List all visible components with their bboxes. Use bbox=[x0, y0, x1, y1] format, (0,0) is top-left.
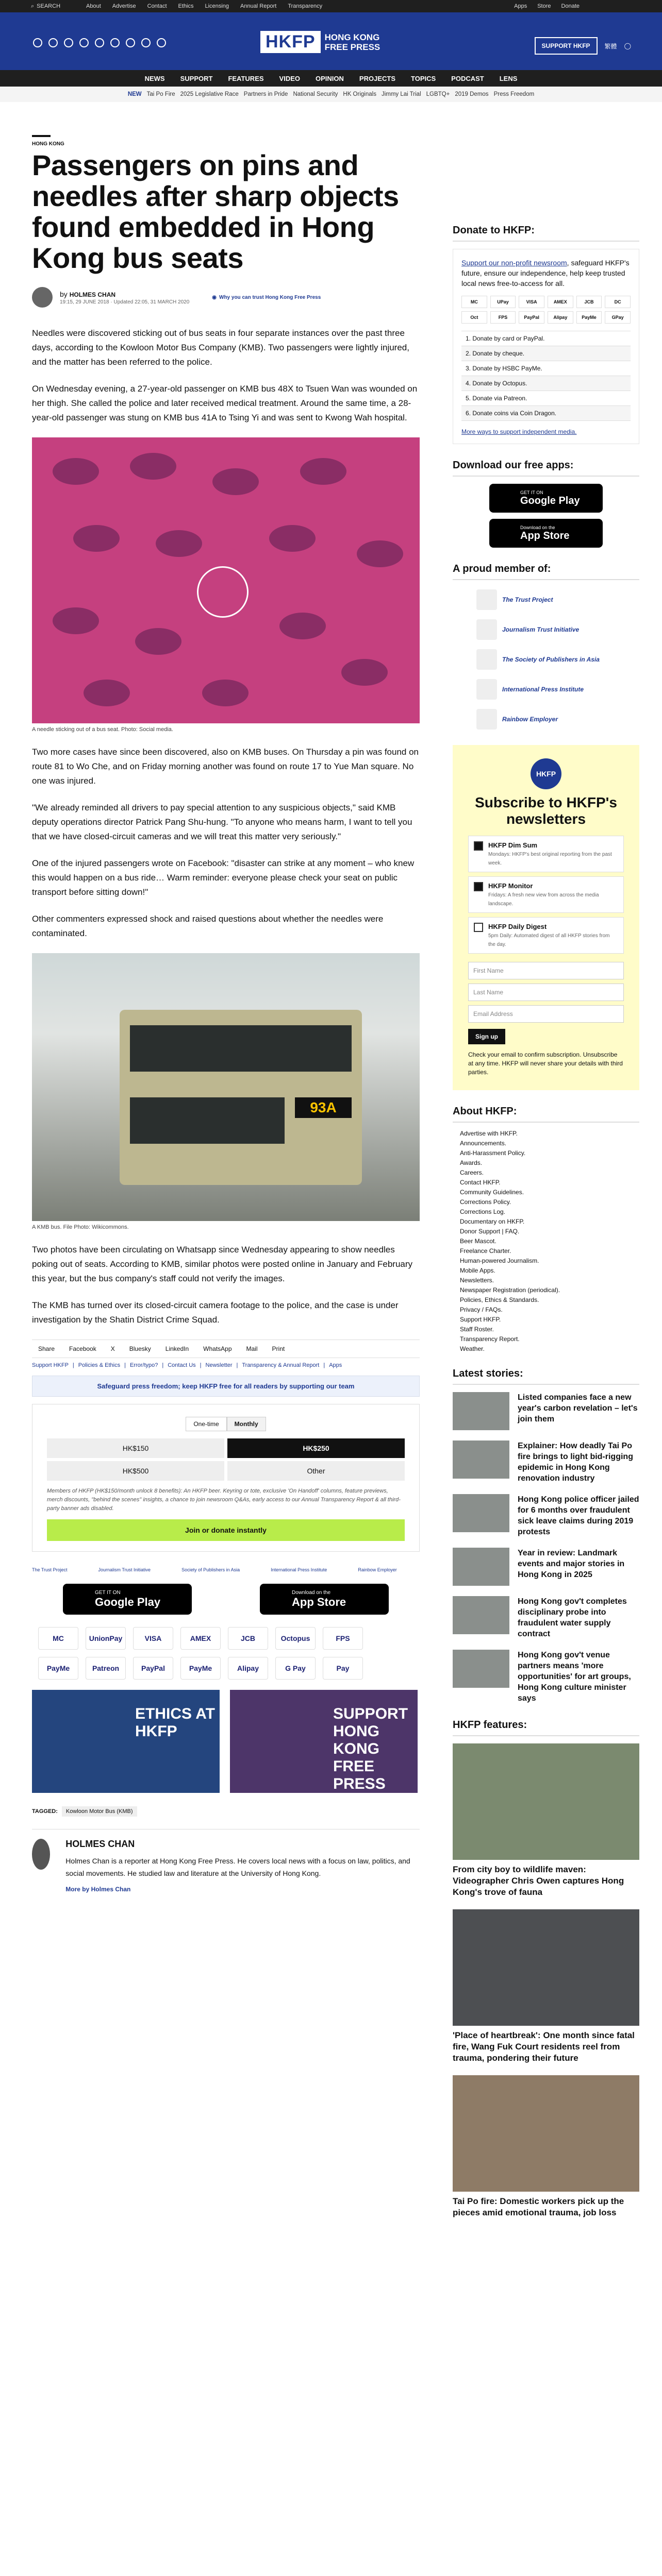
share-facebook[interactable]: Facebook bbox=[69, 1345, 96, 1352]
alipay-icon[interactable]: Alipay bbox=[228, 1657, 268, 1680]
member-item[interactable]: Rainbow Employer bbox=[476, 709, 639, 730]
about-link[interactable]: Beer Mascot. bbox=[460, 1238, 496, 1245]
about-link[interactable]: Corrections Policy. bbox=[460, 1198, 511, 1206]
gpay-icon[interactable]: G Pay bbox=[275, 1657, 316, 1680]
bus-lower-windows bbox=[130, 1097, 285, 1144]
donate-option[interactable]: 2. Donate by cheque. bbox=[461, 346, 631, 361]
newsletter-logo: HKFP bbox=[531, 758, 561, 789]
google-play-badge[interactable]: GET IT ON Google Play bbox=[489, 484, 603, 513]
about-link[interactable]: Donor Support | FAQ. bbox=[460, 1228, 520, 1235]
about-link[interactable]: Newspaper Registration (periodical). bbox=[460, 1286, 560, 1294]
about-link[interactable]: Freelance Charter. bbox=[460, 1247, 511, 1255]
about-link[interactable]: Support HKFP. bbox=[460, 1316, 501, 1323]
x-icon[interactable] bbox=[48, 38, 58, 47]
share-mail[interactable]: Mail bbox=[246, 1345, 258, 1352]
checkbox-checked[interactable] bbox=[474, 841, 483, 851]
support-hkfp-button[interactable]: SUPPORT HKFP bbox=[535, 37, 598, 55]
card-icon: PayMe bbox=[576, 311, 602, 324]
seat-pattern bbox=[300, 458, 346, 485]
donate-title: Donate to HKFP: bbox=[453, 225, 639, 242]
trending-link[interactable]: National Security bbox=[293, 91, 338, 97]
article-column bbox=[32, 135, 420, 1893]
about-link[interactable]: Weather. bbox=[460, 1345, 485, 1352]
donate-option[interactable]: 6. Donate coins via Coin Dragon. bbox=[461, 406, 631, 421]
top-link-donate[interactable]: Donate bbox=[561, 3, 580, 9]
nav-podcast[interactable]: PODCAST bbox=[451, 74, 484, 82]
nav-features[interactable]: FEATURES bbox=[228, 74, 264, 82]
figure-caption: A needle sticking out of a bus seat. Photo: Social media. bbox=[32, 726, 173, 733]
nav-projects[interactable]: PROJECTS bbox=[359, 74, 395, 82]
about-link[interactable]: Corrections Log. bbox=[460, 1208, 506, 1215]
sopa-icon bbox=[476, 649, 497, 670]
seat-pattern bbox=[53, 607, 99, 634]
footer-link[interactable]: Newsletter bbox=[205, 1362, 233, 1368]
about-link[interactable]: Announcements. bbox=[460, 1140, 507, 1147]
seat-pattern bbox=[73, 525, 120, 552]
top-right-links bbox=[514, 3, 580, 9]
story-item[interactable]: Year in review: Landmark events and major stories in Hong Kong in 2025 bbox=[453, 1548, 639, 1586]
top-link-store[interactable]: Store bbox=[537, 3, 551, 9]
card-icon: Alipay bbox=[548, 311, 573, 324]
trust-icon: ◉ bbox=[212, 294, 217, 300]
email-field[interactable]: Email Address bbox=[468, 1005, 624, 1023]
google-play-badge[interactable]: GET IT ON Google Play bbox=[63, 1584, 192, 1615]
top-utility-bar bbox=[0, 0, 662, 12]
social-icons bbox=[33, 38, 166, 47]
footer-link[interactable]: Error/typo? bbox=[129, 1362, 158, 1368]
seat-pattern bbox=[53, 458, 99, 485]
story-item[interactable]: Hong Kong gov't venue partners means 'more opportunities' for art groups, Hong Kong culture minister says bbox=[453, 1650, 639, 1704]
bus-route-sign: 93A bbox=[295, 1097, 352, 1118]
trending-link[interactable]: Partners in Pride bbox=[243, 91, 288, 97]
features-title: HKFP features: bbox=[453, 1719, 639, 1736]
card-icon: JCB bbox=[576, 296, 602, 308]
member-item[interactable]: The Society of Publishers in Asia bbox=[476, 649, 639, 670]
about-link[interactable]: Transparency Report. bbox=[460, 1335, 520, 1343]
app-store-badges bbox=[32, 1584, 420, 1615]
share-bluesky[interactable]: Bluesky bbox=[129, 1345, 151, 1352]
story-thumbnail[interactable] bbox=[453, 1548, 509, 1586]
member-logos bbox=[32, 1567, 420, 1572]
youtube-icon[interactable] bbox=[110, 38, 120, 47]
apps-title: Download our free apps: bbox=[453, 460, 639, 477]
story-thumbnail[interactable] bbox=[453, 1440, 509, 1479]
story-item[interactable]: Hong Kong police officer jailed for 6 months over fraudulent sick leave claims during 2019 protests bbox=[453, 1494, 639, 1537]
kicker-rule bbox=[32, 135, 51, 137]
feature-item[interactable]: 'Place of heartbreak': One month since fatal fire, Wang Fuk Court residents reel from trauma, pondering their future bbox=[453, 1909, 639, 2064]
threads-icon[interactable] bbox=[79, 38, 89, 47]
figure-seat bbox=[32, 437, 420, 733]
about-links bbox=[453, 1130, 639, 1352]
support-banner-image[interactable]: SUPPORT HONG KONG FREE PRESS bbox=[230, 1690, 418, 1793]
trust-link[interactable]: ◉ Why you can trust Hong Kong Free Press bbox=[212, 294, 321, 300]
author-box bbox=[32, 1829, 420, 1893]
share-print[interactable]: Print bbox=[272, 1345, 285, 1352]
card-icon: MC bbox=[461, 296, 487, 308]
trust-project-icon bbox=[476, 589, 497, 610]
share-bar bbox=[32, 1340, 420, 1358]
more-by-author-link[interactable]: More by Holmes Chan bbox=[65, 1886, 131, 1893]
seat-pattern bbox=[269, 525, 316, 552]
telegram-icon[interactable] bbox=[141, 38, 151, 47]
rainbow-icon bbox=[476, 709, 497, 730]
seat-pattern bbox=[202, 680, 249, 706]
tags bbox=[32, 1806, 420, 1817]
article-dates: 19:15, 29 JUNE 2018 · Updated 22:05, 31 MARCH 2020 bbox=[60, 299, 190, 305]
linkedin-icon[interactable] bbox=[126, 38, 135, 47]
rainbow-employer-logo[interactable]: Rainbow Employer bbox=[358, 1567, 397, 1572]
member-title: A proud member of: bbox=[453, 563, 639, 580]
app-store-badge[interactable]: Download on the App Store bbox=[260, 1584, 389, 1615]
share-whatsapp[interactable]: WhatsApp bbox=[203, 1345, 232, 1352]
fps-icon[interactable]: FPS bbox=[323, 1627, 363, 1650]
about-link[interactable]: Privacy / FAQs. bbox=[460, 1306, 503, 1313]
about-link[interactable]: Anti-Harassment Policy. bbox=[460, 1149, 526, 1157]
top-link-about[interactable]: About bbox=[86, 3, 101, 9]
bus-upper-windows bbox=[130, 1025, 352, 1072]
nav-topics[interactable]: TOPICS bbox=[411, 74, 436, 82]
feature-image[interactable] bbox=[453, 2075, 639, 2192]
donate-frequency-toggle bbox=[47, 1417, 405, 1431]
donate-amounts bbox=[47, 1438, 405, 1481]
share-label: Share bbox=[38, 1345, 55, 1352]
trending-link[interactable]: 2019 Demos bbox=[455, 91, 489, 97]
latest-stories bbox=[453, 1392, 639, 1704]
newsletter-option[interactable]: HKFP Monitor Fridays: A fresh new view from across the media landscape. bbox=[468, 876, 624, 913]
top-link-annual-report[interactable]: Annual Report bbox=[240, 3, 277, 9]
feature-image[interactable] bbox=[453, 1909, 639, 2026]
instagram-icon[interactable] bbox=[64, 38, 73, 47]
mastercard-icon[interactable]: MC bbox=[38, 1627, 78, 1650]
trending-bar bbox=[0, 87, 662, 102]
feature-item[interactable]: Tai Po fire: Domestic workers pick up the pieces amid emotional trauma, job loss bbox=[453, 2075, 639, 2218]
about-link[interactable]: Mobile Apps. bbox=[460, 1267, 495, 1274]
first-name-field[interactable]: First Name bbox=[468, 962, 624, 979]
seat-pattern bbox=[135, 628, 181, 655]
author-bio: Holmes Chan is a reporter at Hong Kong Free Press. He covers local news with a focus on law, politics, and social movements. He studied law and literature at the University of Hong Kong. bbox=[65, 1857, 410, 1877]
paragraph: "We already reminded all drivers to pay special attention to any suspicious objects," said KMB deputy operations director Patrick Pang Shu-hung. "To anyone who means harm, I want to tell you that we have closed-circuit cameras and we will treat this matter very seriously." bbox=[32, 803, 412, 841]
site-header bbox=[0, 12, 662, 70]
donate-options bbox=[461, 331, 631, 421]
footer-link[interactable]: Contact Us bbox=[168, 1362, 196, 1368]
paragraph: Two more cases have since been discovered, also on KMB buses. On Thursday a pin was found on route 81 to Wo Che, and on Friday morning another was found on route 17 to Yue Man square. No one was injured. bbox=[32, 747, 419, 786]
donate-text: Support our non-profit newsroom, safeguard HKFP's future, ensure our independence, help keep trusted local news free-to-access for all. bbox=[461, 259, 630, 287]
newsletter-option[interactable]: HKFP Dim Sum Mondays: HKFP's best original reporting from the past week. bbox=[468, 836, 624, 872]
paragraph: One of the injured passengers wrote on Facebook: "disaster can strike at any moment – who knew this would happen on a bus ride… Warm reminder: everyone please check your seat on public transport before sitting down!" bbox=[32, 858, 415, 897]
facebook-icon[interactable] bbox=[33, 38, 42, 47]
paragraph: Needles were discovered sticking out of bus seats in four separate instances over the past three days, according to the Kowloon Motor Bus Company (KMB). Two passengers were lightly injured, and the matter has been referred to the police. bbox=[32, 328, 409, 367]
author-avatar bbox=[32, 287, 53, 308]
card-icon: DC bbox=[605, 296, 631, 308]
about-link[interactable]: Human-powered Journalism. bbox=[460, 1257, 539, 1264]
visa-icon[interactable]: VISA bbox=[133, 1627, 173, 1650]
payme-icon[interactable]: PayMe bbox=[38, 1657, 78, 1680]
trending-link[interactable]: Press Freedom bbox=[493, 91, 535, 97]
bluesky-icon[interactable] bbox=[95, 38, 104, 47]
story-item[interactable]: Explainer: How deadly Tai Po fire brings to light bid-rigging epidemic in Hong Kong renovation industry bbox=[453, 1440, 639, 1484]
story-item[interactable]: Listed companies face a new year's carbon revelation – let's join them bbox=[453, 1392, 639, 1430]
author-link[interactable]: HOLMES CHAN bbox=[69, 291, 116, 298]
share-linkedin[interactable]: LinkedIn bbox=[165, 1345, 189, 1352]
about-link[interactable]: Advertise with HKFP. bbox=[460, 1130, 518, 1137]
whatsapp-icon[interactable] bbox=[157, 38, 166, 47]
sidebar bbox=[453, 225, 639, 2230]
figure-caption: A KMB bus. File Photo: Wikicommons. bbox=[32, 1224, 129, 1230]
donate-widget bbox=[32, 1404, 420, 1552]
card-icon: GPay bbox=[605, 311, 631, 324]
trending-link[interactable]: HK Originals bbox=[343, 91, 376, 97]
language-switch[interactable]: 繁體 bbox=[604, 42, 617, 50]
author-info bbox=[65, 1839, 420, 1893]
patreon-icon[interactable]: Patreon bbox=[86, 1657, 126, 1680]
sidebar-app-badges bbox=[453, 484, 639, 548]
newsletter-fine-print: Check your email to confirm subscription. Unsubscribe at any time. HKFP will never share your details with third parties. bbox=[468, 1051, 623, 1076]
card-icon: PayPal bbox=[519, 311, 544, 324]
feature-image[interactable] bbox=[453, 1743, 639, 1860]
about-link[interactable]: Community Guidelines. bbox=[460, 1189, 524, 1196]
about-link[interactable]: Careers. bbox=[460, 1169, 484, 1176]
seat-pattern bbox=[212, 468, 259, 495]
figure-bus bbox=[32, 953, 420, 1230]
newsletter-title: Subscribe to HKFP's newsletters bbox=[475, 794, 617, 827]
top-link-contact[interactable]: Contact bbox=[147, 3, 167, 9]
seat-pattern bbox=[156, 530, 202, 557]
search-icon: ⌕ bbox=[31, 3, 35, 9]
about-link[interactable]: Contact HKFP. bbox=[460, 1179, 501, 1186]
user-icon[interactable]: ◯ bbox=[624, 42, 631, 49]
payment-methods-row bbox=[32, 1627, 420, 1650]
footer-link[interactable]: Support HKFP bbox=[32, 1362, 69, 1368]
trending-link[interactable]: Jimmy Lai Trial bbox=[381, 91, 421, 97]
nav-news[interactable]: NEWS bbox=[144, 74, 165, 82]
amex-icon[interactable]: AMEX bbox=[180, 1627, 221, 1650]
latest-title: Latest stories: bbox=[453, 1368, 639, 1385]
top-search[interactable]: ⌕ SEARCH bbox=[31, 3, 61, 9]
ipi-icon bbox=[476, 679, 497, 700]
checkbox-checked[interactable] bbox=[474, 882, 483, 891]
logo-box: HKFP bbox=[260, 31, 321, 53]
membership-note: Members of HKFP (HK$150/month unlock 8 benefits): An HKFP beer. Keyring or tote, exclusive 'On Handoff' columns, feature previews, merch discounts, "behind the scenes" insights, a chance to join newsroom Q&As, early access to our Annual Transparency Report & all third-party banner ads disabled. bbox=[47, 1488, 401, 1512]
paragraph: Two photos have been circulating on Whatsapp since Wednesday appearing to show needles poking out of seats. According to KMB, similar photos were posted online in January and February this year, but the bus company's staff could not verify the images. bbox=[32, 1245, 413, 1283]
nav-video[interactable]: VIDEO bbox=[279, 74, 301, 82]
about-link[interactable]: Policies, Ethics & Standards. bbox=[460, 1296, 539, 1303]
about-title: About HKFP: bbox=[453, 1106, 639, 1123]
footer-link[interactable]: Policies & Ethics bbox=[78, 1362, 121, 1368]
story-item[interactable]: Hong Kong gov't completes disciplinary probe into fraudulent water supply contract bbox=[453, 1596, 639, 1639]
ethics-banner[interactable]: ETHICS AT HKFP bbox=[32, 1690, 220, 1793]
article-kicker[interactable]: HONG KONG bbox=[32, 141, 64, 147]
story-thumbnail[interactable] bbox=[453, 1392, 509, 1430]
app-store-badge[interactable]: Download on the App Store bbox=[489, 519, 603, 548]
feature-list bbox=[453, 1743, 639, 2218]
paragraph: Other commenters expressed shock and raised questions about whether the needles were contaminated. bbox=[32, 914, 384, 938]
toggle-monthly[interactable]: Monthly bbox=[227, 1417, 266, 1431]
card-icon: Oct bbox=[461, 311, 487, 324]
promo-banners bbox=[32, 1690, 420, 1793]
nav-support[interactable]: SUPPORT bbox=[180, 74, 213, 82]
payme-icon[interactable]: PayMe bbox=[180, 1657, 221, 1680]
article-footer-links: Support HKFP | Policies & Ethics | Error/typo? | Contact Us | Newsletter | Transparency & Annual Report | Apps bbox=[32, 1362, 342, 1368]
about-link[interactable]: Awards. bbox=[460, 1159, 483, 1166]
about-link[interactable]: Documentary on HKFP. bbox=[460, 1218, 525, 1225]
top-link-apps[interactable]: Apps bbox=[514, 3, 527, 9]
top-link-ethics[interactable]: Ethics bbox=[178, 3, 194, 9]
seat-pattern bbox=[130, 453, 176, 480]
story-thumbnail[interactable] bbox=[453, 1596, 509, 1634]
amount-option[interactable]: HK$500 bbox=[47, 1461, 224, 1481]
payment-cards bbox=[461, 296, 631, 324]
card-icon: VISA bbox=[519, 296, 544, 308]
trending-link[interactable]: LGBTQ+ bbox=[426, 91, 450, 97]
trust-project-logo[interactable]: The Trust Project bbox=[32, 1567, 68, 1572]
nav-lens[interactable]: LENS bbox=[499, 74, 518, 82]
toggle-one-time[interactable]: One-time bbox=[186, 1417, 226, 1431]
sopa-logo[interactable]: Society of Publishers in Asia bbox=[181, 1567, 240, 1572]
donate-text-link[interactable]: Support our non-profit newsroom bbox=[461, 259, 567, 267]
tagged-label: TAGGED: bbox=[32, 1808, 58, 1815]
seat-pattern bbox=[84, 680, 130, 706]
member-item[interactable]: Journalism Trust Initiative bbox=[476, 619, 639, 640]
jti-icon bbox=[476, 619, 497, 640]
paragraph: The KMB has turned over its closed-circuit camera footage to the police, and the case is under investigation by the Shatin District Crime Squad. bbox=[32, 1300, 399, 1325]
footer-link[interactable]: Transparency & Annual Report bbox=[242, 1362, 320, 1368]
seat-photo bbox=[32, 437, 420, 723]
trending-link[interactable]: Tai Po Fire bbox=[146, 91, 175, 97]
signup-button[interactable]: Sign up bbox=[468, 1029, 505, 1044]
card-icon: UPay bbox=[490, 296, 516, 308]
donate-box bbox=[453, 249, 639, 444]
applepay-icon[interactable]: Pay bbox=[323, 1657, 363, 1680]
member-list bbox=[453, 589, 639, 730]
seat-pattern bbox=[341, 659, 388, 686]
ipi-logo[interactable]: International Press Institute bbox=[271, 1567, 327, 1572]
author-photo bbox=[32, 1839, 50, 1870]
donate-option[interactable]: 1. Donate by card or PayPal. bbox=[461, 331, 631, 346]
logo-text: HONG KONG FREE PRESS bbox=[324, 32, 380, 52]
top-link-licensing[interactable]: Licensing bbox=[205, 3, 229, 9]
join-donate-button[interactable]: Join or donate instantly bbox=[47, 1519, 405, 1541]
story-thumbnail[interactable] bbox=[453, 1494, 509, 1532]
share-x[interactable]: X bbox=[110, 1345, 115, 1352]
donate-option[interactable]: 3. Donate by HSBC PayMe. bbox=[461, 361, 631, 376]
member-item[interactable]: The Trust Project bbox=[476, 589, 639, 610]
top-links bbox=[86, 3, 322, 9]
bus-body bbox=[120, 1010, 362, 1185]
newsletter-box bbox=[453, 745, 639, 1090]
last-name-field[interactable]: Last Name bbox=[468, 984, 624, 1001]
trending-link[interactable]: 2025 Legislative Race bbox=[180, 91, 239, 97]
jti-logo[interactable]: Journalism Trust Initiative bbox=[98, 1567, 151, 1572]
main-nav bbox=[0, 70, 662, 87]
new-badge: NEW bbox=[127, 91, 142, 97]
seat-pattern bbox=[357, 540, 403, 567]
donate-option[interactable]: 4. Donate by Octopus. bbox=[461, 376, 631, 391]
byline-text: by HOLMES CHAN 19:15, 29 JUNE 2018 · Updated 22:05, 31 MARCH 2020 bbox=[60, 290, 190, 305]
support-banner[interactable]: Safeguard press freedom; keep HKFP free for all readers by supporting our team bbox=[32, 1376, 420, 1397]
seat-pattern bbox=[279, 613, 326, 639]
tag-link[interactable]: Kowloon Motor Bus (KMB) bbox=[62, 1806, 137, 1817]
paypal-icon[interactable]: PayPal bbox=[133, 1657, 173, 1680]
header-actions bbox=[535, 37, 631, 55]
feature-item[interactable]: From city boy to wildlife maven: Videographer Chris Owen captures Hong Kong's trove of fauna bbox=[453, 1743, 639, 1898]
author-name[interactable]: HOLMES CHAN bbox=[65, 1839, 135, 1849]
site-logo[interactable] bbox=[260, 31, 380, 53]
amount-option-selected[interactable]: HK$250 bbox=[227, 1438, 405, 1458]
payment-methods-row bbox=[32, 1657, 420, 1680]
article-title: Passengers on pins and needles after sharp objects found embedded in Hong Kong bus seats bbox=[32, 149, 399, 274]
amount-option[interactable]: HK$150 bbox=[47, 1438, 224, 1458]
member-item[interactable]: International Press Institute bbox=[476, 679, 639, 700]
top-link-transparency[interactable]: Transparency bbox=[288, 3, 323, 9]
paragraph: On Wednesday evening, a 27-year-old passenger on KMB bus 48X to Tsuen Wan was wounded on her thigh. She called the police and later received medical treatment. Around the same time, a 28-year-old passenger was stung on KMB bus 41A to Tsing Yi and was sent to Kwong Wah hospital. bbox=[32, 384, 418, 422]
bus-photo bbox=[32, 953, 420, 1221]
more-ways-link[interactable]: More ways to support independent media. bbox=[461, 428, 577, 435]
newsletter-option[interactable]: HKFP Daily Digest 5pm Daily: Automated digest of all HKFP stories from the day. bbox=[468, 917, 624, 954]
byline bbox=[32, 287, 420, 308]
donate-option[interactable]: 5. Donate via Patreon. bbox=[461, 391, 631, 406]
amount-option[interactable]: Other bbox=[227, 1461, 405, 1481]
top-link-advertise[interactable]: Advertise bbox=[112, 3, 136, 9]
jcb-icon[interactable]: JCB bbox=[228, 1627, 268, 1650]
about-link[interactable]: Newsletters. bbox=[460, 1277, 494, 1284]
story-thumbnail[interactable] bbox=[453, 1650, 509, 1688]
about-link[interactable]: Staff Roster. bbox=[460, 1326, 494, 1333]
checkbox-unchecked[interactable] bbox=[474, 923, 483, 932]
card-icon: AMEX bbox=[548, 296, 573, 308]
unionpay-icon[interactable]: UnionPay bbox=[86, 1627, 126, 1650]
footer-link[interactable]: Apps bbox=[329, 1362, 342, 1368]
card-icon: FPS bbox=[490, 311, 516, 324]
needle-highlight-circle bbox=[197, 566, 249, 618]
nav-opinion[interactable]: OPINION bbox=[316, 74, 344, 82]
octopus-icon[interactable]: Octopus bbox=[275, 1627, 316, 1650]
